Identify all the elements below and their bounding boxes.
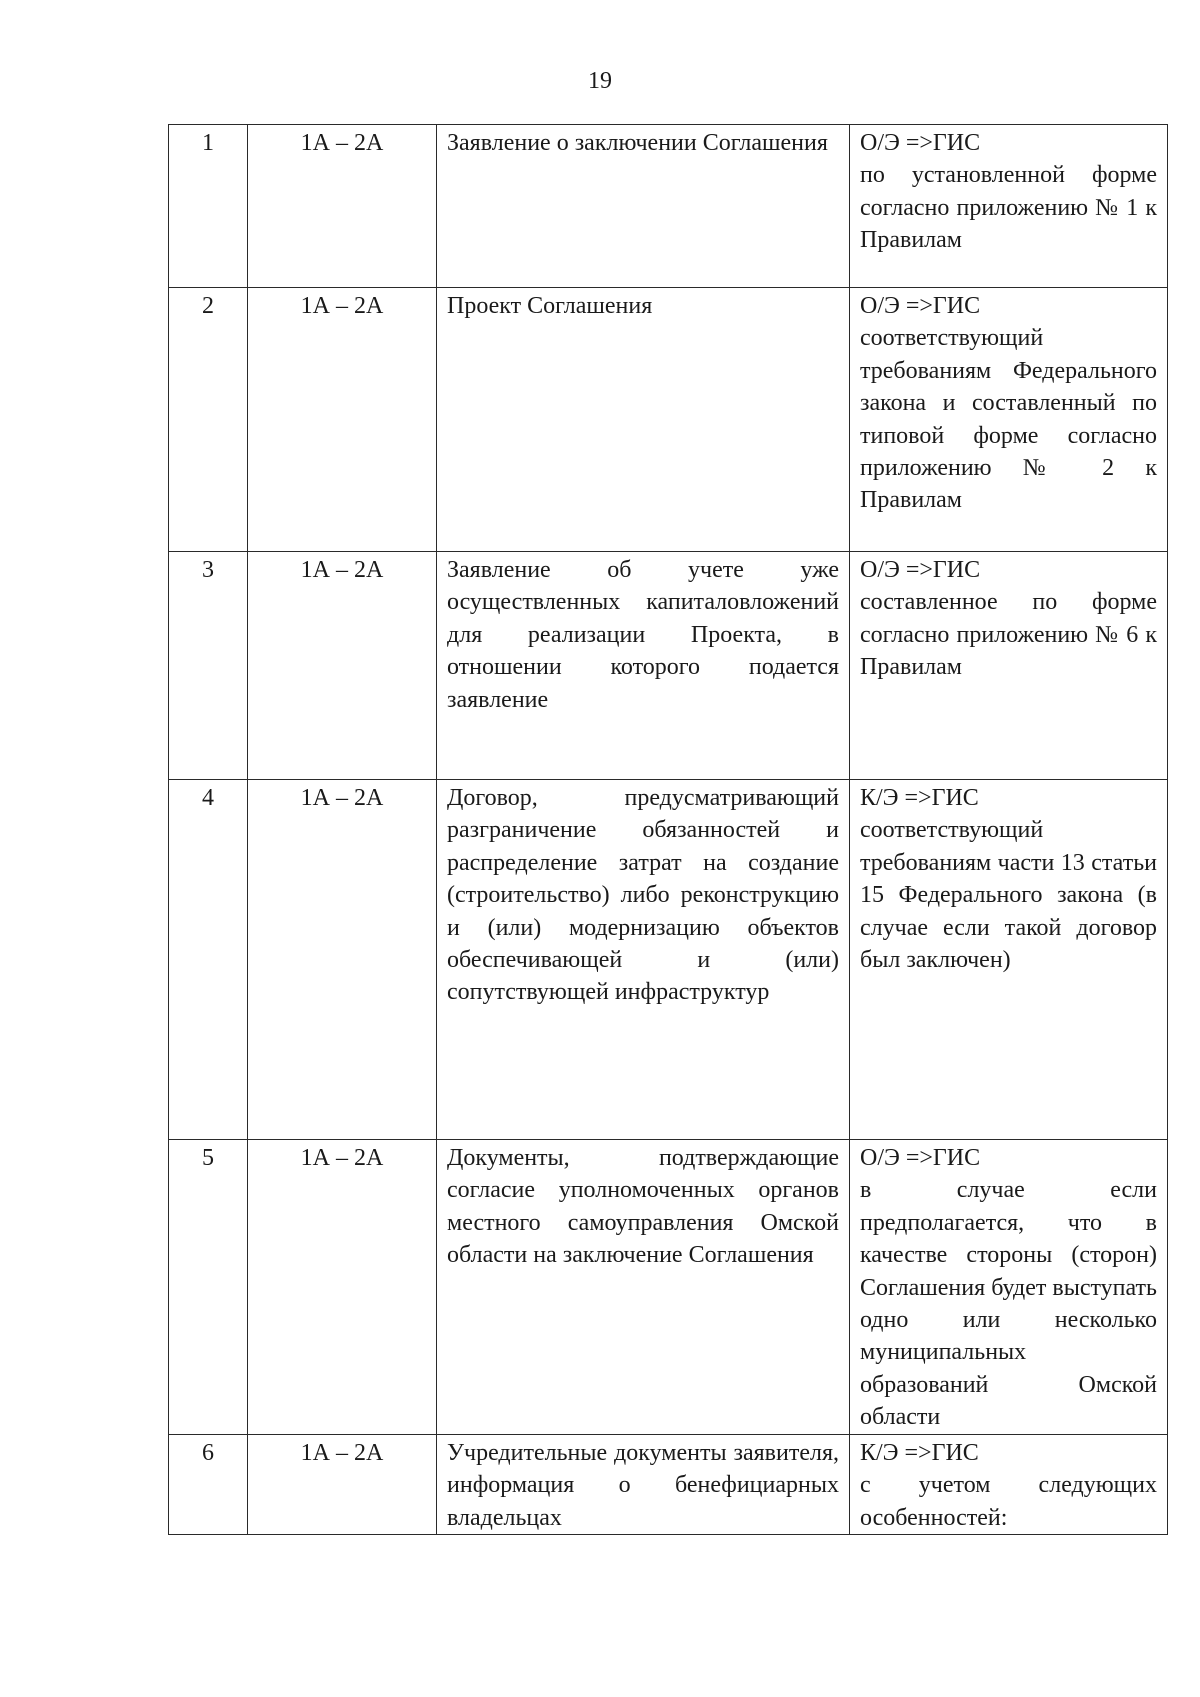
row-requirements-cell	[850, 552, 1168, 780]
row-code-cell: 1А – 2А	[248, 125, 437, 288]
requirement-text: по установленной форме согласно приложению № 1 к Правилам	[860, 162, 1157, 254]
row-number-cell: 5	[169, 1140, 248, 1435]
row-requirements-cell	[850, 1435, 1168, 1535]
table-row	[169, 552, 1168, 780]
row-code-cell: 1А – 2А	[248, 1435, 437, 1535]
submission-method: О/Э =>ГИС	[860, 130, 981, 156]
row-document-cell: Заявление о заключении Соглашения	[437, 125, 850, 288]
row-document-cell: Учредительные документы заявителя, информация о бенефициарных владельцах	[437, 1435, 850, 1535]
row-number-cell: 1	[169, 125, 248, 288]
submission-method: К/Э =>ГИС	[860, 1440, 979, 1466]
row-requirements-cell	[850, 125, 1168, 288]
table-row	[169, 125, 1168, 288]
requirement-text: в случае если предполагается, что в качестве стороны (сторон) Соглашения будет выступать одно или несколько муниципальных образований Омской области	[860, 1177, 1157, 1431]
row-document-cell: Документы, подтверждающие согласие уполномоченных органов местного самоуправления Омской области на заключение Соглашения	[437, 1140, 850, 1435]
requirement-text: с учетом следующих особенностей:	[860, 1472, 1157, 1531]
documents-table	[168, 124, 1168, 1535]
requirement-text: составленное по форме согласно приложению № 6 к Правилам	[860, 589, 1157, 681]
requirement-text: соответствующий требованиям части 13 статьи 15 Федерального закона (в случае если такой договор был заключен)	[860, 817, 1157, 974]
row-code-cell: 1А – 2А	[248, 1140, 437, 1435]
row-document-cell: Заявление об учете уже осуществленных капиталовложений для реализации Проекта, в отношении которого подается заявление	[437, 552, 850, 780]
table-row	[169, 1435, 1168, 1535]
submission-method: О/Э =>ГИС	[860, 557, 981, 583]
table-row	[169, 1140, 1168, 1435]
table-row	[169, 288, 1168, 552]
submission-method: О/Э =>ГИС	[860, 1145, 981, 1171]
table-row	[169, 780, 1168, 1140]
row-document-cell: Проект Соглашения	[437, 288, 850, 552]
row-requirements-cell	[850, 288, 1168, 552]
row-number-cell: 2	[169, 288, 248, 552]
submission-method: О/Э =>ГИС	[860, 293, 981, 319]
page-number: 19	[588, 68, 612, 94]
requirement-text: соответствующий требованиям Федерального закона и составленный по типовой форме согласно приложению № 2 к Правилам	[860, 325, 1157, 514]
row-number-cell: 4	[169, 780, 248, 1140]
submission-method: К/Э =>ГИС	[860, 785, 979, 811]
row-code-cell: 1А – 2А	[248, 288, 437, 552]
row-requirements-cell	[850, 1140, 1168, 1435]
row-code-cell: 1А – 2А	[248, 552, 437, 780]
row-code-cell: 1А – 2А	[248, 780, 437, 1140]
row-number-cell: 6	[169, 1435, 248, 1535]
row-document-cell: Договор, предусматривающий разграничение обязанностей и распределение затрат на создание (строительство) либо реконструкцию и (или) модернизацию объектов обеспечивающей и (или) сопутствующей инфраструктур	[437, 780, 850, 1140]
row-number-cell: 3	[169, 552, 248, 780]
row-requirements-cell	[850, 780, 1168, 1140]
